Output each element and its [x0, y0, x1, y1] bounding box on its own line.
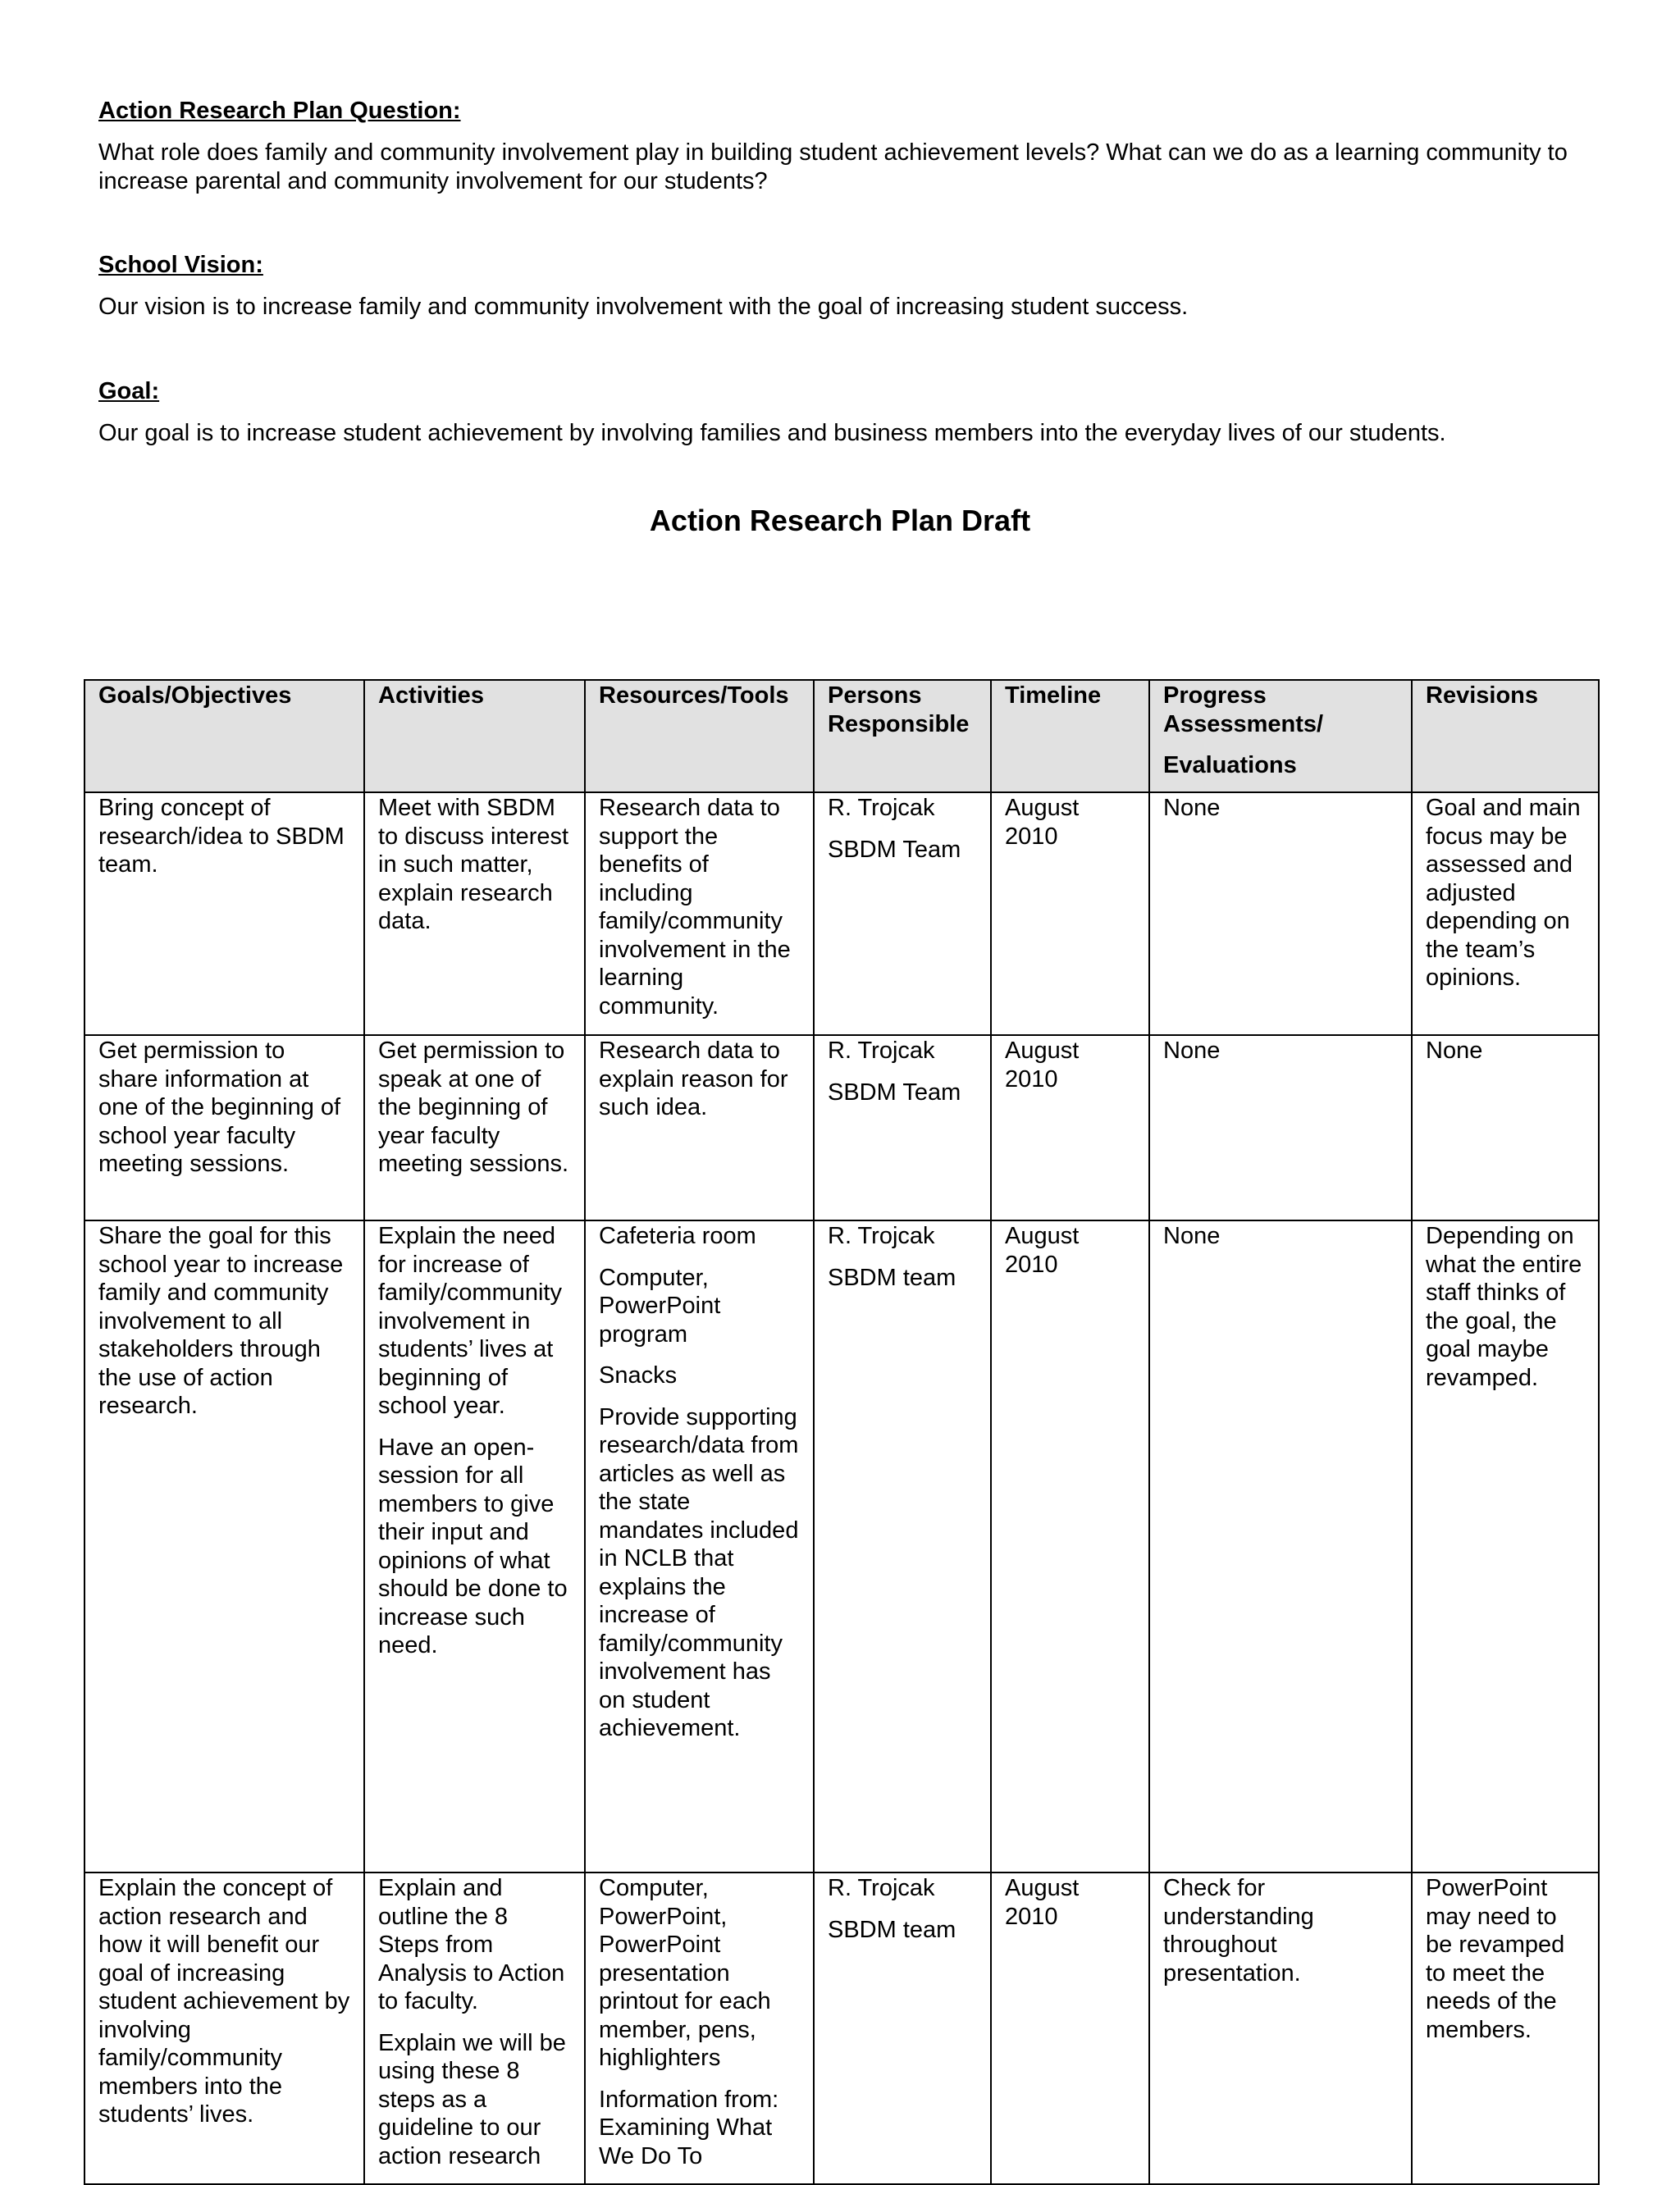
- cell-revisions: Depending on what the entire staff thinks of the goal, the goal maybe revamped.: [1412, 1220, 1599, 1873]
- person-item: R. Trojcak: [828, 1038, 935, 1064]
- activity-item: Explain and outline the 8 Steps from Analysis to Action to faculty.: [378, 1875, 565, 2014]
- header-revisions: Revisions: [1412, 680, 1599, 792]
- cell-progress: None: [1149, 1035, 1412, 1220]
- cell-resources: [585, 1873, 814, 2184]
- person-item: R. Trojcak: [828, 1223, 935, 1249]
- cell-resources: [585, 1035, 814, 1220]
- cell-progress: None: [1149, 1220, 1412, 1873]
- table-row: [84, 1220, 1599, 1873]
- resource-item: Research data to explain reason for such idea.: [599, 1038, 788, 1120]
- header-resources: Resources/Tools: [585, 680, 814, 792]
- activity-item: Explain we will be using these 8 steps as a guideline to our action research: [378, 2029, 566, 2169]
- cell-activities: [364, 1035, 585, 1220]
- activity-item: Have an open-session for all members to give their input and opinions of what should be done to increase such need.: [378, 1434, 568, 1658]
- question-section: [98, 97, 1591, 196]
- cell-revisions: Goal and main focus may be assessed and adjusted depending on the team’s opinions.: [1412, 792, 1599, 1035]
- table-row: [84, 1035, 1599, 1220]
- resource-item: Computer, PowerPoint program: [599, 1264, 721, 1348]
- action-plan-table: [84, 679, 1600, 2185]
- goal-section: [98, 377, 1591, 448]
- cell-timeline: August 2010: [991, 792, 1149, 1035]
- header-timeline: Timeline: [991, 680, 1149, 792]
- cell-activities: [364, 1220, 585, 1873]
- person-item: SBDM Team: [828, 1079, 961, 1106]
- cell-persons: [814, 1873, 991, 2184]
- goal-text: Our goal is to increase student achievement by involving families and business members into the everyday lives of our students.: [98, 420, 1446, 446]
- cell-goals: Explain the concept of action research and how it will benefit our goal of increasing student achievement by involving family/community members into the students’ lives.: [84, 1873, 364, 2184]
- cell-resources: [585, 792, 814, 1035]
- resource-item: Research data to support the benefits of including family/community involvement in the learning community.: [599, 795, 791, 1020]
- cell-progress: Check for understanding throughout presentation.: [1149, 1873, 1412, 2184]
- cell-progress: None: [1149, 792, 1412, 1035]
- question-text: What role does family and community involvement play in building student achievement levels? What can we do as a learning community to increase parental and community involvement for our students?: [98, 139, 1568, 194]
- table-row: [84, 1873, 1599, 2184]
- document-title: Action Research Plan Draft: [649, 504, 1031, 537]
- person-item: SBDM team: [828, 1916, 956, 1943]
- cell-timeline: August 2010: [991, 1873, 1149, 2184]
- resource-item: Snacks: [599, 1362, 678, 1389]
- vision-heading: School Vision:: [98, 252, 263, 278]
- cell-persons: [814, 792, 991, 1035]
- resource-item: Cafeteria room: [599, 1223, 756, 1249]
- resource-item: Information from: Examining What We Do To: [599, 2086, 779, 2169]
- table-header-row: [84, 680, 1599, 792]
- cell-persons: [814, 1220, 991, 1873]
- vision-section: [98, 251, 1591, 322]
- goal-heading: Goal:: [98, 378, 160, 404]
- question-heading: Action Research Plan Question:: [98, 98, 461, 124]
- activity-item: Meet with SBDM to discuss interest in such matter, explain research data.: [378, 795, 569, 934]
- vision-text: Our vision is to increase family and community involvement with the goal of increasing student success.: [98, 294, 1189, 320]
- resource-item: Provide supporting research/data from articles as well as the state mandates included in NCLB that explains the increase of family/community involvement has on student achievement.: [599, 1403, 799, 1741]
- header-progress-line2: Evaluations: [1163, 752, 1297, 778]
- cell-timeline: August 2010: [991, 1035, 1149, 1220]
- cell-goals: Bring concept of research/idea to SBDM team.: [84, 792, 364, 1035]
- cell-activities: [364, 792, 585, 1035]
- cell-goals: Share the goal for this school year to increase family and community involvement to all stakeholders through the use of action research.: [84, 1220, 364, 1873]
- resource-item: Computer, PowerPoint, PowerPoint presentation printout for each member, pens, highlighters: [599, 1875, 771, 2071]
- cell-revisions: PowerPoint may need to be revamped to meet the needs of the members.: [1412, 1873, 1599, 2184]
- cell-goals: Get permission to share information at one of the beginning of school year faculty meeting sessions.: [84, 1035, 364, 1220]
- cell-activities: [364, 1873, 585, 2184]
- cell-resources: [585, 1220, 814, 1873]
- header-progress: [1149, 680, 1412, 792]
- header-activities: Activities: [364, 680, 585, 792]
- activity-item: Explain the need for increase of family/community involvement in students’ lives at beginning of school year.: [378, 1223, 562, 1419]
- person-item: SBDM Team: [828, 836, 961, 863]
- activity-item: Get permission to speak at one of the beginning of year faculty meeting sessions.: [378, 1038, 569, 1177]
- header-goals: Goals/Objectives: [84, 680, 364, 792]
- header-progress-line1: Progress Assessments/: [1163, 682, 1324, 737]
- cell-persons: [814, 1035, 991, 1220]
- header-persons: Persons Responsible: [814, 680, 991, 792]
- person-item: SBDM team: [828, 1264, 956, 1291]
- cell-timeline: August 2010: [991, 1220, 1149, 1873]
- cell-revisions: None: [1412, 1035, 1599, 1220]
- table-row: [84, 792, 1599, 1035]
- person-item: R. Trojcak: [828, 1875, 935, 1901]
- person-item: R. Trojcak: [828, 795, 935, 821]
